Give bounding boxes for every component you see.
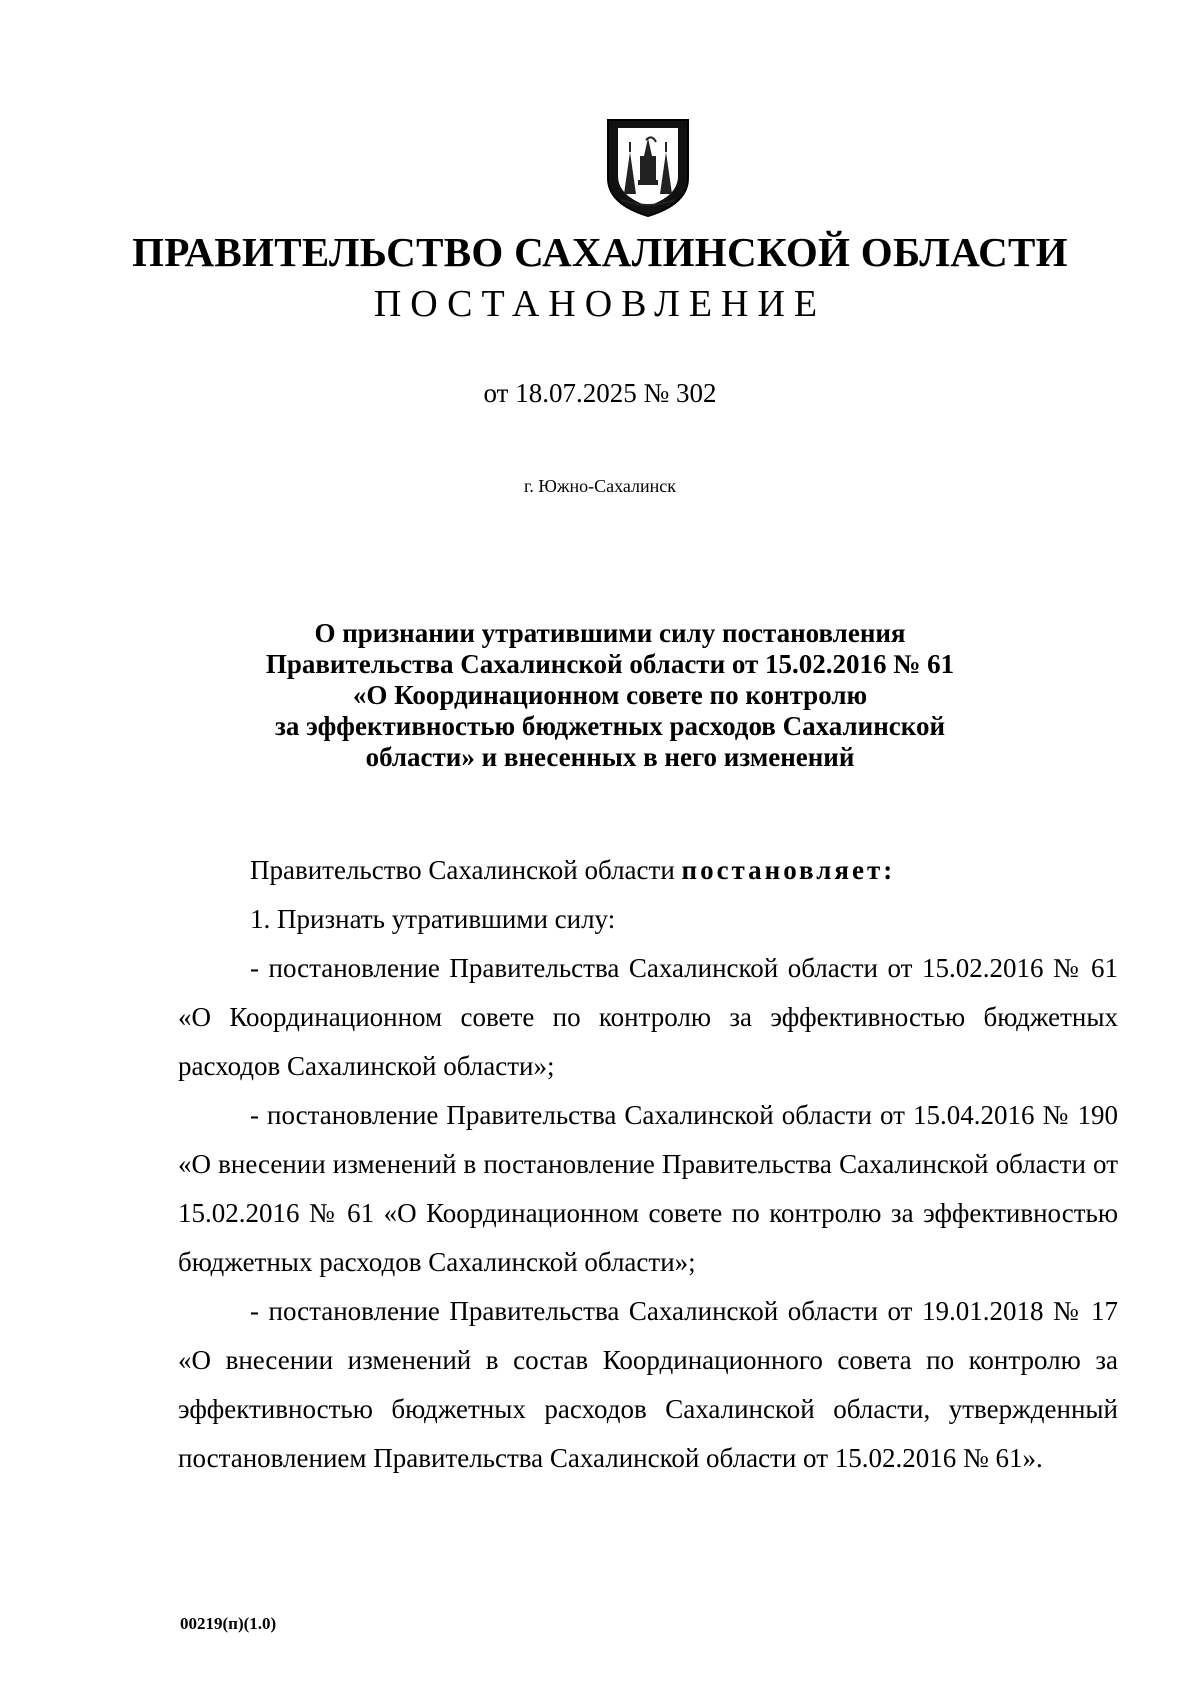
subject-line: области» и внесенных в него изменений xyxy=(365,742,855,772)
form-code: 00219(п)(1.0) xyxy=(180,1614,277,1633)
bullet-item: - постановление Правительства Сахалинской области от 15.02.2016 № 61 «О Координационном совете по контролю за эффективностью бюджетных расходов Сахалинской области»; xyxy=(178,953,1118,1081)
subject-line: О признании утратившими силу постановления xyxy=(314,618,906,648)
subject-line: за эффективностью бюджетных расходов Сахалинской xyxy=(274,711,946,741)
document-city: г. Южно-Сахалинск xyxy=(523,476,677,496)
document-date-number: от 18.07.2025 № 302 xyxy=(483,378,717,408)
document-type: ПОСТАНОВЛЕНИЕ xyxy=(373,283,827,325)
document-subject xyxy=(230,618,990,773)
subject-line: «О Координационном совете по контролю xyxy=(352,680,868,710)
document-body xyxy=(178,846,1118,1483)
preamble-paragraph xyxy=(178,846,1118,895)
bullet-item: - постановление Правительства Сахалинской области от 19.01.2018 № 17 «О внесении изменений в состав Координационного совета по контролю за эффективностью бюджетных расходов Сахалинской области, утвержденный постановлением Правительства Сахалинской области от 15.02.2016 № 61». xyxy=(178,1296,1118,1473)
organization-title: ПРАВИТЕЛЬСТВО САХАЛИНСКОЙ ОБЛАСТИ xyxy=(132,229,1068,275)
bullet-item: - постановление Правительства Сахалинской области от 15.04.2016 № 190 «О внесении изменений в постановление Правительства Сахалинской области от 15.02.2016 № 61 «О Координационном совете по контролю за эффективностью бюджетных расходов Сахалинской области»; xyxy=(178,1100,1118,1277)
decree-word: постановляет: xyxy=(681,855,896,885)
item-1: 1. Признать утратившими силу: xyxy=(250,904,616,934)
sakhalin-coat-of-arms-icon xyxy=(602,116,694,218)
subject-line: Правительства Сахалинской области от 15.02.2016 № 61 xyxy=(265,649,955,679)
preamble-text: Правительство Сахалинской области xyxy=(250,855,675,885)
